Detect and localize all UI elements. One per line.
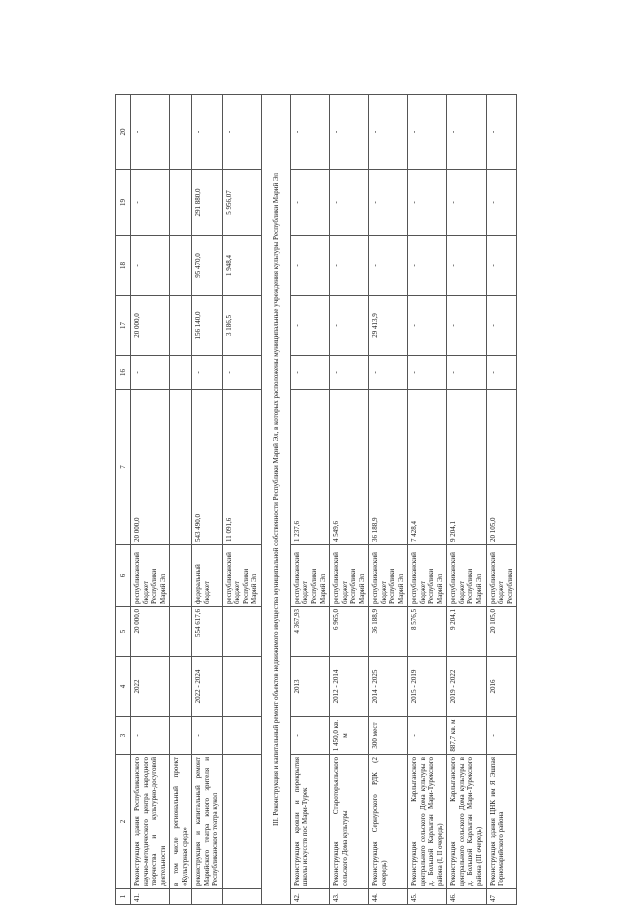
value-col7: 36 188,9 (369, 390, 408, 545)
period: 2019 - 2022 (447, 657, 486, 717)
column-number: 5 (116, 607, 131, 657)
value-col19: - (369, 170, 408, 236)
object-name (222, 755, 261, 889)
period: 2016 (486, 657, 517, 717)
table-row (408, 95, 447, 905)
capacity: - (290, 717, 329, 755)
table-row (192, 95, 223, 905)
value-col16 (170, 356, 192, 390)
capacity: - (192, 717, 223, 755)
table-row (290, 95, 329, 905)
budget-table (115, 94, 517, 905)
table-row (131, 95, 170, 905)
value-col17: 29 413,9 (369, 296, 408, 356)
value-col17: - (330, 296, 369, 356)
value-col19: 291 880,0 (192, 170, 223, 236)
value-col20: - (408, 95, 447, 170)
object-name: Реконструкция Староторъяльского сельского Дома культуры (330, 755, 369, 889)
value-col16: - (408, 356, 447, 390)
period: 2014 - 2025 (369, 657, 408, 717)
row-number: 44. (369, 889, 408, 905)
funding-source: республиканский бюджет Республики Марий Эл (408, 545, 447, 607)
table-row (330, 95, 369, 905)
object-name: Реконструкция кровли и перекрытия школы искусств пос Мари-Турек (290, 755, 329, 889)
table-row (447, 95, 486, 905)
value-col17: - (290, 296, 329, 356)
value-col17: 3 186,5 (222, 296, 261, 356)
object-name: в том числе региональный проект «Культурная среда» (170, 755, 192, 889)
object-name: реконструкция и капитальный ремонт Марийского театра юного зрителя и Республиканского театра кукол (192, 755, 223, 889)
column-number: 19 (116, 170, 131, 236)
value-col19: 5 956,07 (222, 170, 261, 236)
value-col16: - (290, 356, 329, 390)
section-title: III. Реконструкция и капитальный ремонт объектов недвижимого имущества муниципальной собственности Республики Марий Эл, в которых расположены муниципальные учреждения культуры Республики Марий Эл (261, 95, 290, 905)
header-row (116, 95, 131, 905)
value-col16: - (222, 356, 261, 390)
value-col18: - (330, 236, 369, 296)
value-col20 (170, 95, 192, 170)
value-col20: - (290, 95, 329, 170)
funding-source: республиканский бюджет Республики Марий Эл (330, 545, 369, 607)
total-cost (222, 607, 261, 657)
value-col16: - (486, 356, 517, 390)
funding-source: республиканский бюджет Республики (486, 545, 517, 607)
object-name: Реконструкция здания Республиканского научно-методического центра народного творчества и культурно-досуговой деятельности (131, 755, 170, 889)
capacity: 300 мест (369, 717, 408, 755)
funding-source: республиканский бюджет Республики Марий Эл (131, 545, 170, 607)
value-col19: - (131, 170, 170, 236)
value-col18 (170, 236, 192, 296)
capacity: 887,7 кв. м (447, 717, 486, 755)
period: 2022 - 2024 (192, 657, 223, 717)
row-number: 47 (486, 889, 517, 905)
value-col7: 1 237,6 (290, 390, 329, 545)
table-row (486, 95, 517, 905)
value-col7: 4 549,6 (330, 390, 369, 545)
capacity: - (486, 717, 517, 755)
funding-source: федеральный бюджет (192, 545, 223, 607)
funding-source: республиканский бюджет Республики Марий Эл (369, 545, 408, 607)
value-col17 (170, 296, 192, 356)
value-col16: - (192, 356, 223, 390)
row-number: 41. (131, 889, 170, 905)
column-number: 18 (116, 236, 131, 296)
table-row (222, 95, 261, 905)
value-col20: - (192, 95, 223, 170)
value-col19: - (447, 170, 486, 236)
value-col16: - (330, 356, 369, 390)
value-col20: - (222, 95, 261, 170)
value-col7 (170, 390, 192, 545)
value-col19: - (330, 170, 369, 236)
object-name: Реконструкция здания ЦНК им Я Эшпая Горномарийского района (486, 755, 517, 889)
value-col18: - (447, 236, 486, 296)
object-name: Реконструкция Карлыганского центрального сельского Дома культуры в д. Большой Карлыган Мари-Турекского района (I, II очередь) (408, 755, 447, 889)
table-row (170, 95, 192, 905)
funding-source: республиканский бюджет Республики Марий Эл (222, 545, 261, 607)
total-cost: 8 576,5 (408, 607, 447, 657)
column-number: 7 (116, 390, 131, 545)
column-number: 16 (116, 356, 131, 390)
object-name: Реконструкция Сернурского РДК (2 очередь) (369, 755, 408, 889)
row-number: 45. (408, 889, 447, 905)
period: 2022 (131, 657, 170, 717)
value-col7: 543 490,0 (192, 390, 223, 545)
row-number (192, 889, 223, 905)
total-cost: 6 965,0 (330, 607, 369, 657)
total-cost: 4 367,93 (290, 607, 329, 657)
total-cost: 554 617,6 (192, 607, 223, 657)
value-col19: - (290, 170, 329, 236)
value-col17: 156 140,0 (192, 296, 223, 356)
value-col7: 20 105,0 (486, 390, 517, 545)
table-row (369, 95, 408, 905)
period (170, 657, 192, 717)
column-number: 1 (116, 889, 131, 905)
total-cost (170, 607, 192, 657)
value-col18: - (131, 236, 170, 296)
value-col7: 7 428,4 (408, 390, 447, 545)
capacity: - (408, 717, 447, 755)
value-col18: - (290, 236, 329, 296)
capacity (170, 717, 192, 755)
column-number: 3 (116, 717, 131, 755)
total-cost: 9 204,1 (447, 607, 486, 657)
period: 2013 (290, 657, 329, 717)
column-number: 17 (116, 296, 131, 356)
column-number: 6 (116, 545, 131, 607)
value-col19: - (408, 170, 447, 236)
value-col16: - (131, 356, 170, 390)
rotated-table-wrapper (115, 95, 640, 905)
row-number: 42. (290, 889, 329, 905)
value-col18: 95 470,0 (192, 236, 223, 296)
total-cost: 20 000,0 (131, 607, 170, 657)
value-col20: - (447, 95, 486, 170)
period (222, 657, 261, 717)
capacity: 1 450,0 кв. м (330, 717, 369, 755)
column-number: 2 (116, 755, 131, 889)
funding-source: республиканский бюджет Республики Марий Эл (447, 545, 486, 607)
row-number: 46. (447, 889, 486, 905)
period: 2015 - 2019 (408, 657, 447, 717)
value-col17: - (447, 296, 486, 356)
value-col7: 9 204,1 (447, 390, 486, 545)
value-col16: - (369, 356, 408, 390)
total-cost: 36 188,9 (369, 607, 408, 657)
value-col7: 11 091,6 (222, 390, 261, 545)
capacity: - (131, 717, 170, 755)
value-col16: - (447, 356, 486, 390)
value-col20: - (330, 95, 369, 170)
funding-source: республиканский бюджет Республики Марий Эл (290, 545, 329, 607)
value-col18: - (408, 236, 447, 296)
capacity (222, 717, 261, 755)
row-number (170, 889, 192, 905)
value-col18: - (486, 236, 517, 296)
period: 2012 - 2014 (330, 657, 369, 717)
value-col17: - (486, 296, 517, 356)
value-col19 (170, 170, 192, 236)
row-number (222, 889, 261, 905)
section-row (261, 95, 290, 905)
value-col7: 20 000,0 (131, 390, 170, 545)
column-number: 20 (116, 95, 131, 170)
value-col19: - (486, 170, 517, 236)
value-col20: - (131, 95, 170, 170)
total-cost: 20 105,0 (486, 607, 517, 657)
value-col20: - (486, 95, 517, 170)
column-number: 4 (116, 657, 131, 717)
funding-source (170, 545, 192, 607)
value-col18: - (369, 236, 408, 296)
row-number: 43. (330, 889, 369, 905)
value-col18: 1 948,4 (222, 236, 261, 296)
value-col17: 20 000,0 (131, 296, 170, 356)
value-col20: - (369, 95, 408, 170)
object-name: Реконструкция Карлыганского центрального сельского Дома культуры в д. Большой Карлыган Мари-Турекского района (III очередь) (447, 755, 486, 889)
value-col17: - (408, 296, 447, 356)
